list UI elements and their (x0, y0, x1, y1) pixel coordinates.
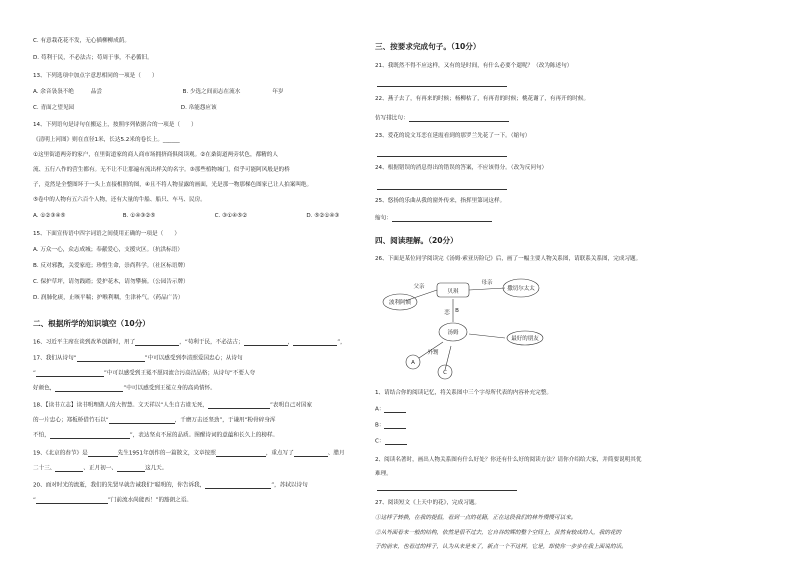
q16-text-c: ， (287, 339, 294, 346)
question-17-line1 (33, 355, 243, 362)
answer-line-24[interactable] (377, 189, 507, 190)
q27-paragraph-2: ②从外面看来一般的结构，依然是很不过去，它自谷的辉的整个空间上，虽然有较成的人，我的花的 (375, 530, 622, 536)
question-15: 15、下面宣传语中四字词语之间使用正确的一项是（ ） (33, 231, 180, 237)
question-23: 23、爱花的说文耳恋在延霞看到的那罗兰先花了一下。（缩句） (375, 133, 531, 139)
q14-option-a: A. ①②③④⑤ (33, 213, 66, 219)
q13-option-a: A. 余音袅袅不绝 (33, 89, 74, 95)
q14-option-c: C. ③①④⑤② (214, 213, 248, 219)
label-aunt: 撒切尔太太 (507, 286, 535, 292)
edge-label-mother: 母亲 (481, 280, 493, 286)
q19-blank-2[interactable] (216, 450, 266, 457)
q17-text-c: “ (33, 370, 36, 377)
q15-option-c: C. 保护草坪，请勿践踏；爱护花木，请勿攀摘。（公园告示牌） (33, 279, 189, 285)
q17-text-f: ”中可以感受到王冕立身的高尚情怀。 (123, 385, 216, 392)
q13-option-a-extra: 品尝 (90, 89, 102, 95)
edge-label-love: 恋 (444, 310, 450, 316)
q16-text-d: ”， (337, 339, 346, 346)
label-c: C (443, 370, 447, 376)
q22-imitation-label (375, 115, 509, 122)
q25-shrink-text: 缩句： (375, 215, 392, 222)
q17-text-d: ”中可以感受到王冕不愿同流合污高洁品格；从诗句“不要人夸 (103, 370, 256, 377)
q26-a-label: A： (375, 406, 385, 413)
q20-text-c: “ (33, 497, 36, 504)
q26-answer-a (375, 406, 406, 413)
q15-option-d: D. 润肺化痰，止咳平喘；护喉利咽，生津补气。（药品广告） (33, 295, 184, 301)
q17-text-b: ”中可以感受到李清照爱国忠心；从诗句 (144, 355, 243, 362)
q18-text-b: ”表明自己对国家 (270, 402, 313, 409)
q14-passage-3: 流、五行八作的营生都有。无不让不让那遍有流出样关的名字。③那些植物城门，似乎可能阿风般是的桥 (33, 167, 290, 173)
q14-passage-5: ⑤卷中的人物有五六百个人物，还有大量的牛船、船只、车马、民房。 (33, 197, 206, 203)
q26-a-blank[interactable] (384, 406, 406, 413)
q19-blank-5[interactable] (117, 465, 145, 472)
question-20-line2 (33, 497, 192, 504)
label-tom: 汤姆 (447, 330, 459, 336)
edge-label-nephew: 外甥 (427, 350, 439, 356)
q13-option-d: D. 帛能怨应该 (180, 105, 217, 111)
label-a: A (411, 360, 415, 366)
q19-text-g: 这几天。 (144, 465, 168, 472)
q19-text-f: 、正月初一、 (83, 465, 117, 472)
question-18-line3 (33, 432, 278, 439)
q13-option-b: B. 少选之间而志在流水 (182, 89, 241, 95)
q19-blank-3[interactable] (294, 450, 328, 457)
q26-sub-1: 1、请结合你的阅读记忆，将关系图中三个字母所代表的内容补充完整。 (375, 390, 552, 396)
q20-text-d: ”门前流水尚能西！”的豁朗之语。 (107, 497, 193, 504)
answer-line-22[interactable] (409, 115, 509, 122)
q19-blank-4[interactable] (55, 465, 83, 472)
question-26: 26、下面是某位同学阅读完《汤姆·索亚历险记》后，画了一幅主要人物关系图，请联系关系图，完成习题。 (375, 256, 642, 262)
edge-label-father: 父亲 (413, 284, 425, 290)
q19-text-e: 二十三、 (33, 465, 56, 472)
section-3-heading: 三、按要求完成句子。（10分） (375, 42, 481, 51)
q15-option-b: B. 反对邪教，关爱家庭；珍惜生命，崇尚科学。（社区标语牌） (33, 263, 189, 269)
q27-paragraph-1: ①这样子转换，在我的提倡，看到一点的花籍，正在这段我们的林外慢慢可以来。 (375, 515, 577, 521)
edge-tom-c (445, 346, 451, 370)
q14-option-d: D. ⑤②①④③ (306, 213, 340, 219)
q13-options-row2 (33, 105, 217, 112)
q14-option-b: B. ①④③②⑤ (122, 213, 156, 219)
question-18-line1 (33, 402, 312, 409)
q22-imitation-text: 仿写排比句： (375, 115, 409, 122)
q14-passage-4: 子，竟然是全整图坏于一头上直接相照的图，④且不将人物显露的画面，光是那一物那梯色图家已让人拍案叫绝。 (33, 182, 313, 188)
q14-passage-2: ①这里街道两旁的家户，在里街道家的商人商市场拥挤商俱阅读观。②在桑街道两旁状色，都精的人 (33, 152, 278, 158)
q20-text-b: ”，苏轼以诗句 (271, 482, 308, 489)
answer-line-25[interactable] (392, 215, 492, 222)
q17-text-e: 好颜色， (33, 385, 56, 392)
question-22: 22、燕子去了，有再来的时候；杨柳枯了，有再青的时候；桃花谢了，有再开的时候。 (375, 96, 590, 102)
q14-options (33, 213, 339, 220)
q25-shrink-label (375, 215, 492, 222)
question-24: 24、根据错误的消息得出的错误的答案，不应该得分。（改为反问句） (375, 165, 548, 171)
q26-c-label: C： (375, 438, 385, 445)
q26-answer-c (375, 438, 407, 445)
q18-blank-1[interactable] (208, 402, 270, 409)
label-friend: 最好的朋友 (511, 336, 539, 342)
q17-blank-1[interactable] (77, 355, 145, 362)
label-polly: 波利阿姨 (388, 300, 412, 306)
q19-text-a: 19、《北京的春节》是 (33, 450, 88, 457)
question-20-line1 (33, 482, 308, 489)
q19-blank-1[interactable] (88, 450, 118, 457)
question-16 (33, 339, 346, 346)
question-25: 25、悠扬的乐曲从我的窗外传来，指挥里第词这样。 (375, 198, 506, 204)
question-17-line2 (33, 370, 255, 377)
q18-blank-2[interactable] (109, 417, 175, 424)
question-27: 27、阅读短文《上天中的花》，完成习题。 (375, 500, 481, 506)
answer-line-21[interactable] (377, 86, 507, 87)
q26-c-blank[interactable] (385, 438, 407, 445)
q16-text-b: ，“苟利于民，不必法古； (179, 339, 244, 346)
edge-tom-friend (469, 334, 505, 338)
relationship-diagram (375, 264, 575, 382)
q26-answer-b (375, 422, 406, 429)
section-2-heading: 二、根据所学的知识填空（10分） (33, 319, 150, 328)
q14-passage-1: 《清明上河图》则在直径1米，长达5.2米的卷长上。______ (33, 137, 180, 143)
q13-option-c: C. 青面之望见园 (33, 105, 75, 111)
q17-blank-2[interactable] (36, 370, 104, 377)
q20-blank-1[interactable] (205, 482, 271, 489)
q18-text-c: 的一片忠心；郑板桥借竹石以“ (33, 417, 109, 424)
q26-sub-2-line1: 2、阅读名著时，画出人物关系图有什么好处？你还有什么好的阅读方法？请你介绍给大家，并简要说明其优 (375, 457, 642, 463)
q26-b-label: B： (375, 422, 385, 429)
q27-paragraph-3: 子的前来，也看过的样子，认为从来是来了，新点一个不这样，它是，却使你一步步在我上面说的话。 (375, 544, 627, 550)
q18-text-a: 18、【读书立志】读书明理做人的大智慧。文天祥以“人生自古谁无死， (33, 402, 209, 409)
q16-blank-3[interactable] (293, 339, 337, 346)
q18-text-f: ”，表达坚贞不屈的品质。图醒诗词的意蕴和长久上的榜样。 (129, 432, 279, 439)
q17-blank-3[interactable] (55, 385, 123, 392)
q13-options-row1 (33, 89, 284, 96)
q16-blank-2[interactable] (244, 339, 288, 346)
q18-text-e: 不怕， (33, 432, 50, 439)
label-b: B (455, 308, 459, 314)
q16-blank-1[interactable] (135, 339, 179, 346)
option-c-line: C. 有意栽花花不发，无心插柳柳成荫。 (33, 38, 130, 44)
q26-sub-2-line2: 难理。 (375, 471, 392, 477)
section-4-heading: 四、阅读理解。（20分） (375, 236, 458, 245)
question-18-line2 (33, 417, 276, 424)
q13-option-b-extra: 年岁 (272, 89, 284, 95)
option-d-line: D. 苟利于民，不必法古；苟周于事，不必循旧。 (33, 55, 153, 61)
q18-blank-3[interactable] (50, 432, 130, 439)
question-19-line2 (33, 465, 167, 472)
q18-text-d: ，千磨万击还坚劲”，于谦用“粉骨碎身浑 (174, 417, 276, 424)
q20-blank-2[interactable] (36, 497, 108, 504)
q19-text-c: ，重点写了 (265, 450, 294, 457)
label-bailey: 贝琪 (447, 289, 459, 295)
answer-line-26-2[interactable] (377, 490, 517, 491)
q26-b-blank[interactable] (384, 422, 406, 429)
q16-text-a: 16、习近平主席在谈到改革创新时，用了 (33, 339, 136, 346)
question-14: 14、下列语句是诗句在搬运上，按照序列依据合的一项是（ ） (33, 122, 197, 128)
edge-bailey-aunt (469, 288, 505, 290)
answer-line-23[interactable] (377, 156, 507, 157)
question-17-line3 (33, 385, 216, 392)
q15-option-a: A. 万众一心，众志成城；奉献爱心，支援灾区。（抗洪标语） (33, 247, 183, 253)
q17-text-a: 17、我们从诗句“ (33, 355, 77, 362)
q20-text-a: 20、面对时光的流逝，我们的先贤早就告诫我们“聪明的，你告诉我， (33, 482, 206, 489)
q19-text-b: 先生1951年创作的一篇散文，文章按照 (117, 450, 216, 457)
question-19-line1 (33, 450, 345, 457)
question-21: 21、我既然不得不应这样，又有的是时间，有什么必要个遛呢？（改为陈述句） (375, 63, 573, 69)
q19-text-d: 、腊月 (327, 450, 345, 457)
question-13: 13、下列选项中加点字意思相同的一项是（ ） (33, 73, 158, 79)
